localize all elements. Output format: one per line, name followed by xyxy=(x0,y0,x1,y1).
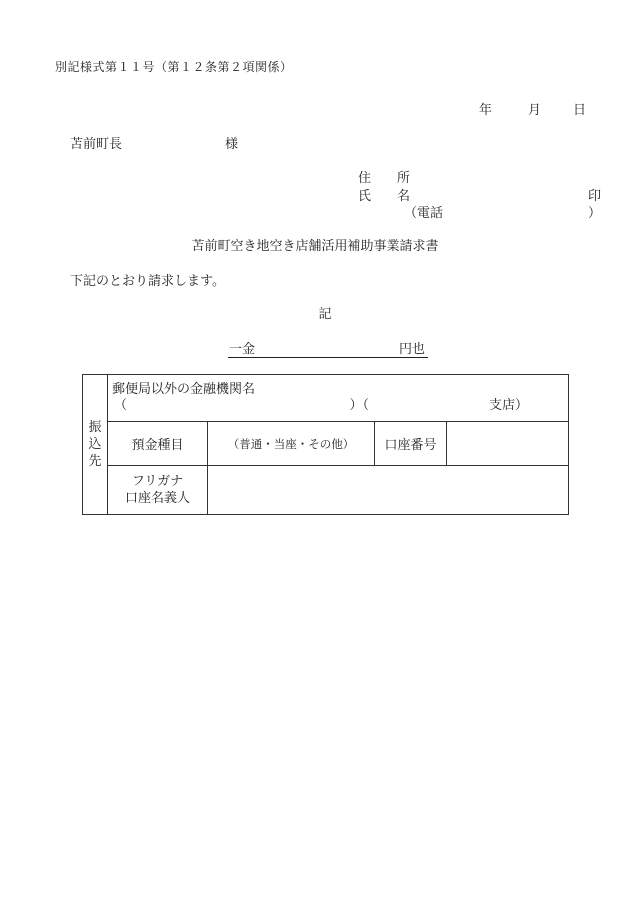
date-month-label: 月 xyxy=(528,103,542,118)
ki-heading: 記 xyxy=(318,307,332,322)
form-number: 別記様式第１１号（第１２条第２項関係） xyxy=(55,60,293,74)
document-title: 苫前町空き地空き店舗活用補助事業請求書 xyxy=(191,239,439,254)
honorific: 様 xyxy=(225,137,239,152)
account-number-label: 口座番号 xyxy=(375,422,447,466)
addressee: 苫前町長 xyxy=(70,137,123,152)
phone-label: （電話 xyxy=(404,206,444,221)
amount-suffix: 円也 xyxy=(399,342,426,357)
bank-open-paren: （ xyxy=(114,398,128,413)
name-label: 氏 名 xyxy=(358,189,411,204)
transfer-destination-label xyxy=(83,375,108,515)
bank-mid-paren: ）（ xyxy=(349,398,369,413)
account-number-field[interactable] xyxy=(447,422,569,466)
address-label: 住 所 xyxy=(358,171,411,186)
phone-close: ） xyxy=(588,206,602,221)
account-holder-label: 口座名義人 xyxy=(124,491,190,506)
bank-transfer-table xyxy=(82,374,569,515)
transfer-destination-text: 振込先 xyxy=(88,420,102,469)
furigana-label: フリガナ xyxy=(131,474,184,489)
branch-suffix: 支店） xyxy=(488,398,528,413)
date-year-label: 年 xyxy=(479,103,493,118)
bank-name-cell[interactable] xyxy=(108,375,569,422)
amount-underline xyxy=(228,357,428,358)
amount-prefix: 一金 xyxy=(229,342,256,357)
account-holder-field[interactable] xyxy=(208,466,569,515)
account-holder-label-cell xyxy=(108,466,208,515)
date-day-label: 日 xyxy=(573,103,587,118)
bank-name-label: 郵便局以外の金融機関名 xyxy=(112,382,256,397)
intro-text: 下記のとおり請求します。 xyxy=(70,274,225,289)
bank-name-fill-row xyxy=(112,398,568,414)
deposit-type-label: 預金種目 xyxy=(108,422,208,466)
deposit-type-options[interactable]: （普通・当座・その他） xyxy=(208,422,375,466)
seal-label: 印 xyxy=(588,189,602,204)
